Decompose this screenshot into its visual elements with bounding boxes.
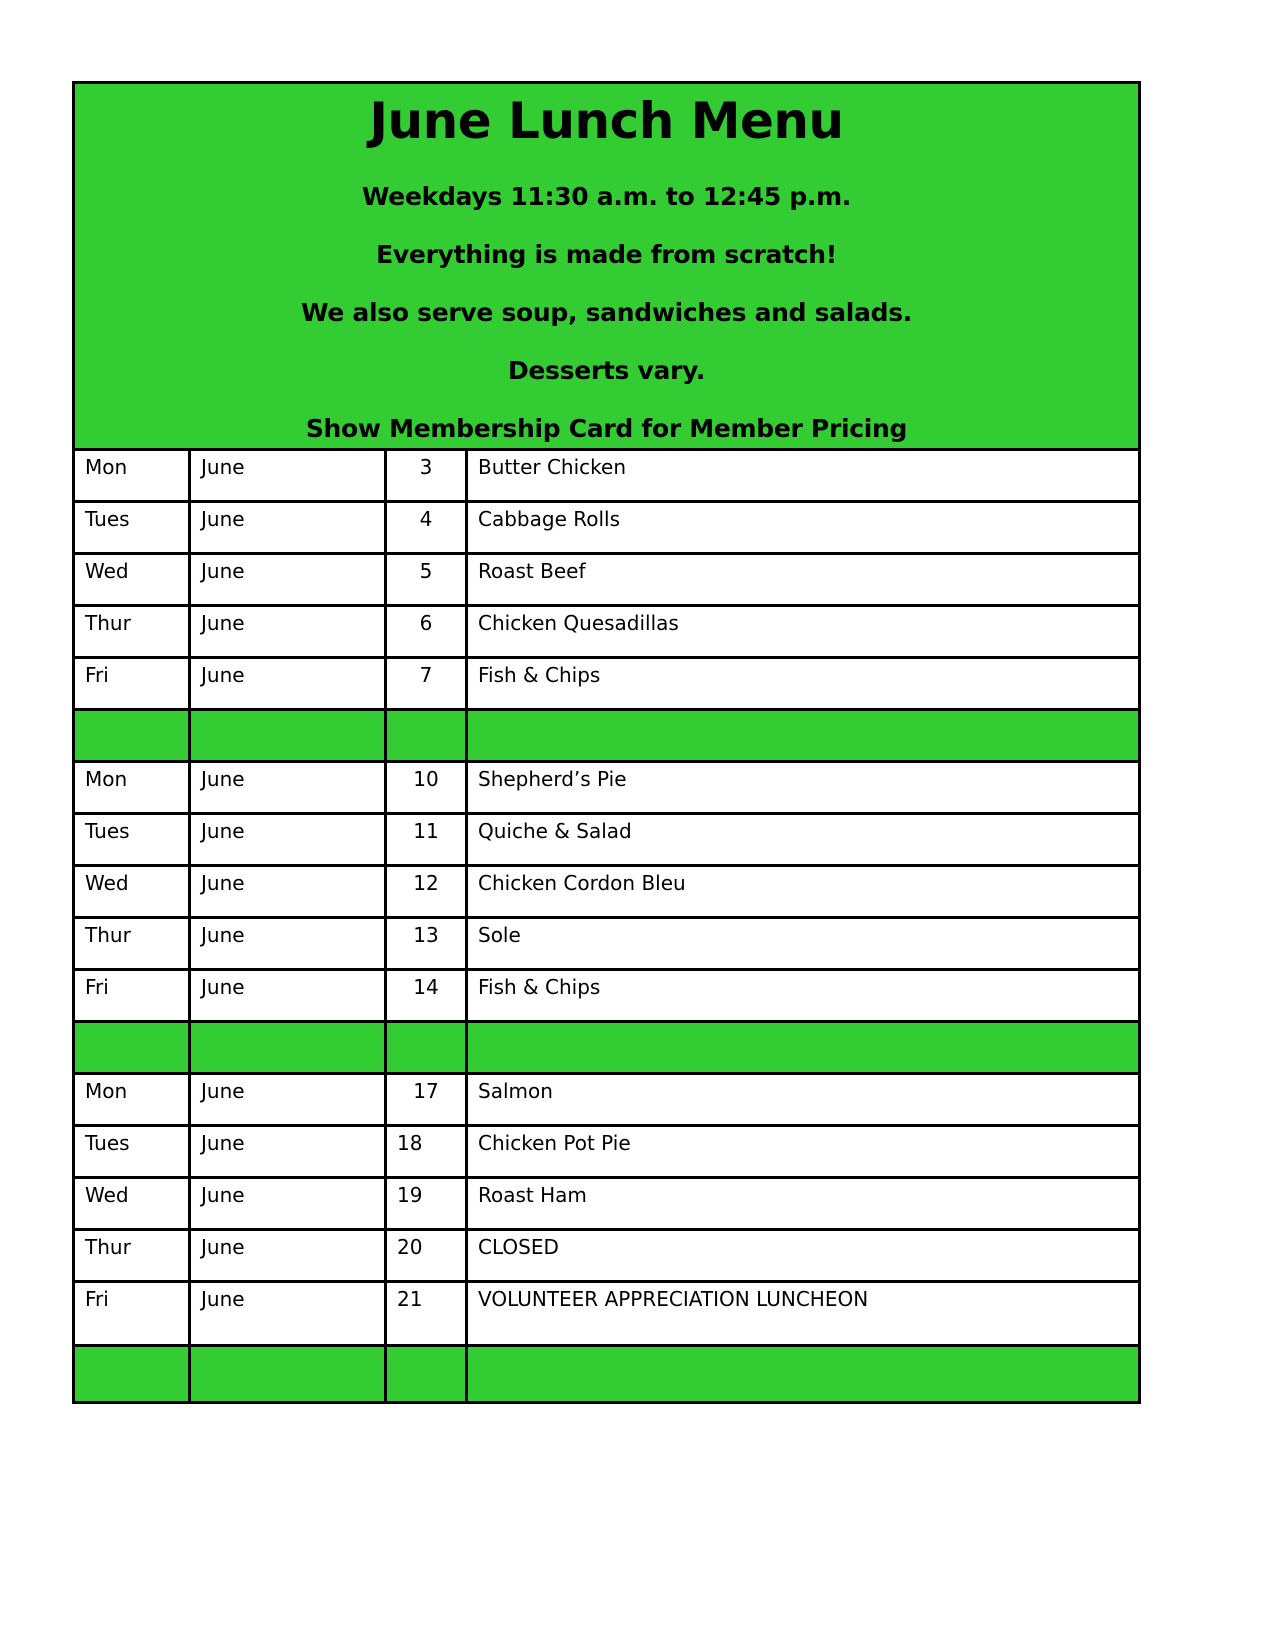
month-cell: June <box>190 1282 386 1346</box>
menu-item-cell: Quiche & Salad <box>467 814 1140 866</box>
table-row <box>74 1230 1140 1282</box>
membership-line: Show Membership Card for Member Pricing <box>305 414 908 443</box>
day-cell: Thur <box>74 918 190 970</box>
date-cell: 13 <box>386 918 467 970</box>
table-row <box>74 918 1140 970</box>
table-row <box>74 970 1140 1022</box>
also-serve-line: We also serve soup, sandwiches and salads. <box>300 298 912 327</box>
day-cell: Mon <box>74 762 190 814</box>
date-cell: 14 <box>386 970 467 1022</box>
week-separator-row <box>74 1346 1140 1403</box>
menu-table <box>72 448 1141 1404</box>
table-row <box>74 1178 1140 1230</box>
menu-item-cell: Roast Beef <box>467 554 1140 606</box>
date-cell: 17 <box>386 1074 467 1126</box>
date-cell: 5 <box>386 554 467 606</box>
month-cell: June <box>190 866 386 918</box>
date-cell: 10 <box>386 762 467 814</box>
table-row <box>74 814 1140 866</box>
scratch-line: Everything is made from scratch! <box>376 240 837 269</box>
date-cell: 7 <box>386 658 467 710</box>
menu-item-cell: Chicken Quesadillas <box>467 606 1140 658</box>
date-cell: 18 <box>386 1126 467 1178</box>
day-cell: Thur <box>74 606 190 658</box>
table-row <box>74 658 1140 710</box>
hours-line: Weekdays 11:30 a.m. to 12:45 p.m. <box>361 182 852 211</box>
menu-item-cell: Roast Ham <box>467 1178 1140 1230</box>
day-cell: Fri <box>74 658 190 710</box>
day-cell: Tues <box>74 1126 190 1178</box>
day-cell: Thur <box>74 1230 190 1282</box>
table-row <box>74 1074 1140 1126</box>
month-cell: June <box>190 970 386 1022</box>
menu-item-cell: Shepherd’s Pie <box>467 762 1140 814</box>
day-cell: Wed <box>74 554 190 606</box>
menu-item-cell: Fish & Chips <box>467 970 1140 1022</box>
date-cell: 20 <box>386 1230 467 1282</box>
month-cell: June <box>190 762 386 814</box>
month-cell: June <box>190 502 386 554</box>
menu-item-cell: Chicken Cordon Bleu <box>467 866 1140 918</box>
date-cell: 12 <box>386 866 467 918</box>
week-separator-row <box>74 1022 1140 1074</box>
menu-item-cell: Butter Chicken <box>467 450 1140 502</box>
week-separator-row <box>74 710 1140 762</box>
menu-item-cell: CLOSED <box>467 1230 1140 1282</box>
lunch-menu-document <box>72 81 1141 1404</box>
month-cell: June <box>190 814 386 866</box>
menu-item-cell: Salmon <box>467 1074 1140 1126</box>
month-cell: June <box>190 658 386 710</box>
day-cell: Tues <box>74 502 190 554</box>
day-cell: Wed <box>74 1178 190 1230</box>
menu-item-cell: Chicken Pot Pie <box>467 1126 1140 1178</box>
day-cell: Tues <box>74 814 190 866</box>
date-cell: 3 <box>386 450 467 502</box>
day-cell: Mon <box>74 1074 190 1126</box>
table-row <box>74 450 1140 502</box>
menu-item-cell: Cabbage Rolls <box>467 502 1140 554</box>
table-row <box>74 502 1140 554</box>
table-row <box>74 1282 1140 1346</box>
month-cell: June <box>190 1230 386 1282</box>
date-cell: 19 <box>386 1178 467 1230</box>
month-cell: June <box>190 554 386 606</box>
date-cell: 4 <box>386 502 467 554</box>
table-row <box>74 762 1140 814</box>
day-cell: Fri <box>74 970 190 1022</box>
date-cell: 21 <box>386 1282 467 1346</box>
menu-title: June Lunch Menu <box>369 92 844 150</box>
month-cell: June <box>190 918 386 970</box>
table-row <box>74 866 1140 918</box>
month-cell: June <box>190 450 386 502</box>
desserts-line: Desserts vary. <box>507 356 706 385</box>
menu-item-cell: Sole <box>467 918 1140 970</box>
menu-item-cell: Fish & Chips <box>467 658 1140 710</box>
month-cell: June <box>190 606 386 658</box>
date-cell: 6 <box>386 606 467 658</box>
table-row <box>74 554 1140 606</box>
month-cell: June <box>190 1126 386 1178</box>
menu-item-cell: VOLUNTEER APPRECIATION LUNCHEON <box>467 1282 1140 1346</box>
month-cell: June <box>190 1178 386 1230</box>
table-row <box>74 606 1140 658</box>
month-cell: June <box>190 1074 386 1126</box>
menu-header <box>72 81 1141 448</box>
date-cell: 11 <box>386 814 467 866</box>
day-cell: Fri <box>74 1282 190 1346</box>
day-cell: Wed <box>74 866 190 918</box>
table-row <box>74 1126 1140 1178</box>
day-cell: Mon <box>74 450 190 502</box>
